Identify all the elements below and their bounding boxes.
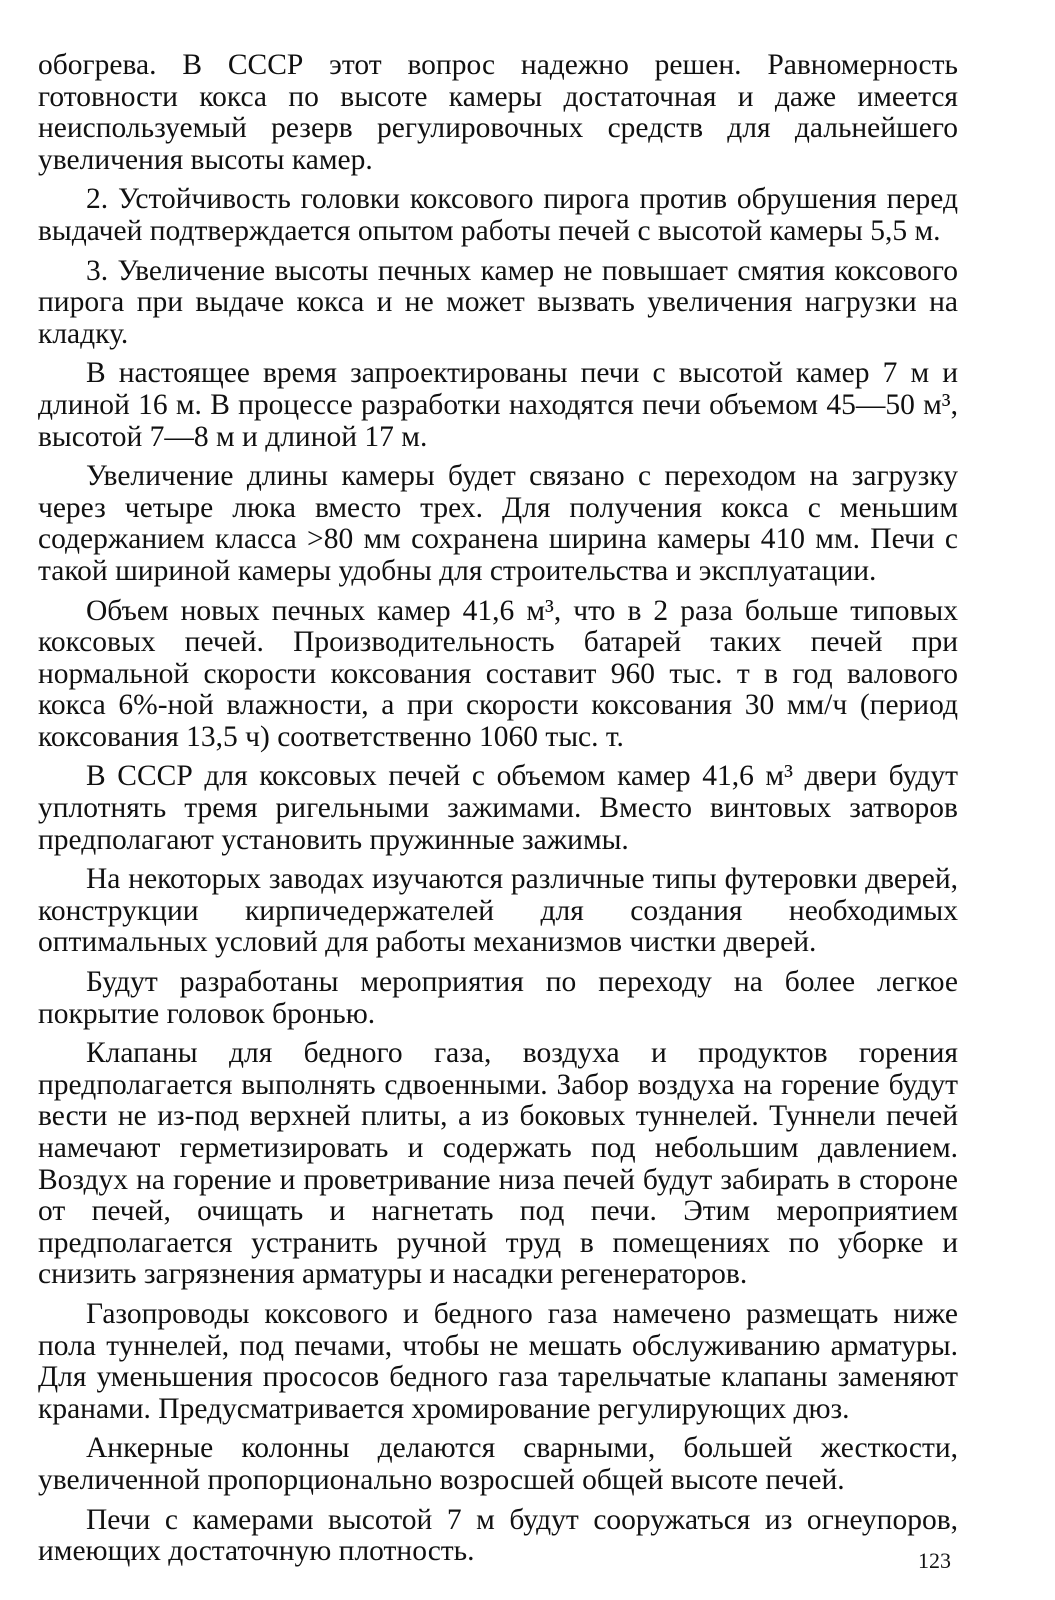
paragraph-9: Будут разработаны мероприятия по переходу на более легкое покрытие головок бронью. [38, 966, 958, 1030]
paragraph-11: Газопроводы коксового и бедного газа намечено размещать ниже пола туннелей, под печами, чтобы не мешать обслуживанию арматуры. Для уменьшения прососов бедного газа тарельчатые клапаны заменяют кранами. Предусматривается хромирование регулирующих дюз. [38, 1297, 958, 1425]
paragraph-7: В СССР для коксовых печей с объемом камер 41,6 м³ двери будут уплотнять тремя ригельными зажимами. Вместо винтовых затворов предполагают установить пружинные зажимы. [38, 760, 958, 856]
paragraph-13: Печи с камерами высотой 7 м будут сооружаться из огнеупоров, имеющих достаточную плотность. [38, 1503, 958, 1568]
page-number: 123 [918, 1548, 951, 1573]
paragraph-4: В настоящее время запроектированы печи с высотой камер 7 м и длиной 16 м. В процессе разработки находятся печи объемом 45—50 м³, высотой 7—8 м и длиной 17 м. [38, 357, 958, 453]
paragraph-3: 3. Увеличение высоты печных камер не повышает смятия коксового пирога при выдаче кокса и не может вызвать увеличения нагрузки на кладку. [38, 254, 958, 350]
paragraph-6: Объем новых печных камер 41,6 м³, что в 2 раза больше типовых коксовых печей. Производительность батарей таких печей при нормальной скорости коксования составит 960 тыс. т в год валового кокса 6%-ной влажности, а при скорости коксования 30 мм/ч (период коксования 13,5 ч) соответственно 1060 тыс. т. [38, 594, 958, 753]
paragraph-5: Увеличение длины камеры будет связано с переходом на загрузку через четыре люка вместо трех. Для получения кокса с меньшим содержанием класса >80 мм сохранена ширина камеры 410 мм. Печи с такой шириной камеры удобны для строительства и эксплуатации. [38, 460, 958, 587]
paragraph-10: Клапаны для бедного газа, воздуха и продуктов горения предполагается выполнять сдвоенными. Забор воздуха на горение будут вести не из-под верхней плиты, а из боковых туннелей. Туннели печей намечают герметизировать и содержать под небольшим давлением. Воздух на горение и проветривание низа печей будут забирать в стороне от печей, очищать и нагнетать под печи. Этим мероприятием предполагается устранить ручной труд в помещениях по уборке и снизить загрязнения арматуры и насадки регенераторов. [38, 1037, 958, 1291]
paragraph-8: На некоторых заводах изучаются различные типы футеровки дверей, конструкции кирпичедержателей для создания необходимых оптимальных условий для работы механизмов чистки дверей. [38, 863, 958, 959]
paragraph-2: 2. Устойчивость головки коксового пирога против обрушения перед выдачей подтверждается опытом работы печей с высотой камеры 5,5 м. [38, 183, 958, 247]
paragraph-1: обогрева. В СССР этот вопрос надежно решен. Равномерность готовности кокса по высоте камеры достаточная и даже имеется неиспользуемый резерв регулировочных средств для дальнейшего увеличения высоты камер. [38, 49, 958, 176]
paragraph-12: Анкерные колонны делаются сварными, большей жесткости, увеличенной пропорционально возросшей общей высоте печей. [38, 1432, 958, 1496]
